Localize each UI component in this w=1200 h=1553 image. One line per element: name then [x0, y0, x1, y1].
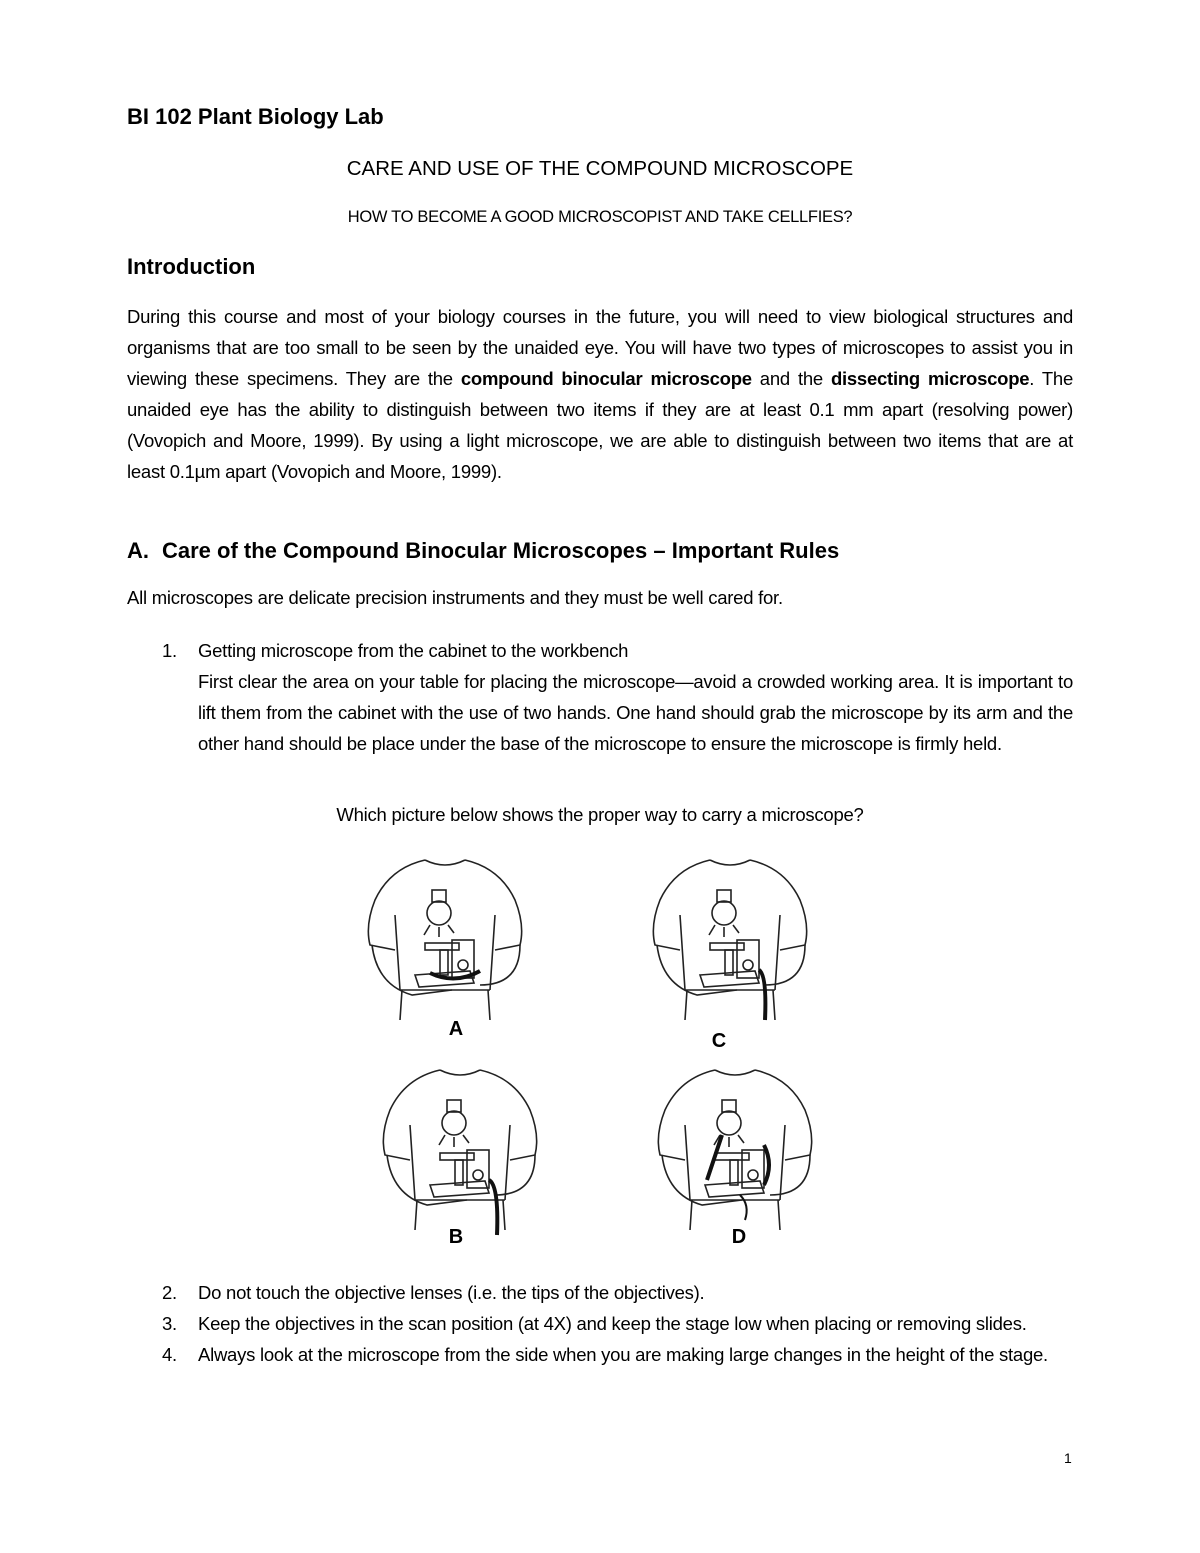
list-item-text: Always look at the microscope from the side when you are making large changes in the height of the stage. [198, 1344, 1048, 1365]
illustration-c [653, 860, 806, 1020]
list-item [127, 1339, 1073, 1370]
rules-list [127, 635, 1073, 759]
introduction-heading: Introduction [127, 254, 256, 279]
course-title: BI 102 Plant Biology Lab [127, 104, 384, 129]
figure-label-d: D [731, 1226, 747, 1248]
section-a-lead: All microscopes are delicate precision instruments and they must be well cared for. [127, 587, 783, 608]
intro-text: and the [751, 368, 831, 389]
list-item [127, 635, 1073, 759]
section-number: A. [127, 538, 149, 563]
section-title: Care of the Compound Binocular Microscopes – Important Rules [162, 538, 840, 563]
carry-illustrations [360, 850, 830, 1250]
intro-text: . The unaided eye has the ability to distinguish between two items if they are at least 0.1 mm apart (resolving power) (Vovopich and Moore, 1999). By using a light microscope, we are able to distinguish between two items that are at least 0.1µm apart (Vovopich and Moore, 1999). [127, 368, 1073, 482]
list-number: 4. [162, 1344, 177, 1365]
page-number: 1 [1064, 1450, 1072, 1466]
section-a-heading [127, 538, 839, 564]
intro-bold-compound: compound binocular microscope [460, 368, 752, 389]
list-item [127, 1308, 1073, 1339]
intro-text: During this course and most of your biology courses in the future, you will need to view biological structures and organisms that are too small to be seen by the unaided eye. You will have two types of microscopes to assist you in viewing these specimens. They are the [127, 306, 1073, 389]
microscope-carrying-figure [360, 850, 830, 1250]
document-subtitle: HOW TO BECOME A GOOD MICROSCOPIST AND TAKE CELLFIES? [347, 208, 853, 226]
list-number: 1. [162, 640, 177, 661]
document-title: CARE AND USE OF THE COMPOUND MICROSCOPE [346, 157, 854, 180]
introduction-paragraph [127, 301, 1073, 487]
figure-label-c: C [711, 1030, 727, 1052]
figure-label-b: B [448, 1226, 464, 1248]
figure-label-a: A [448, 1018, 464, 1040]
list-item-title: Getting microscope from the cabinet to the workbench [198, 640, 629, 661]
list-item-text: Do not touch the objective lenses (i.e. the tips of the objectives). [198, 1282, 705, 1303]
rules-list-continued [127, 1277, 1073, 1370]
intro-bold-dissecting: dissecting microscope [830, 368, 1030, 389]
list-number: 3. [162, 1313, 177, 1334]
list-item-text: Keep the objectives in the scan position (at 4X) and keep the stage low when placing or removing slides. [198, 1313, 1027, 1334]
list-item [127, 1277, 1073, 1308]
figure-question: Which picture below shows the proper way to carry a microscope? [336, 804, 864, 825]
illustration-b [383, 1070, 536, 1235]
illustration-d [658, 1070, 811, 1230]
list-number: 2. [162, 1282, 177, 1303]
list-item-text: First clear the area on your table for placing the microscope—avoid a crowded working area. It is important to lift them from the cabinet with the use of two hands. One hand should grab the microscope by its arm and the other hand should be place under the base of the microscope to ensure the microscope is firmly held. [198, 671, 1073, 754]
illustration-a [368, 860, 521, 1020]
